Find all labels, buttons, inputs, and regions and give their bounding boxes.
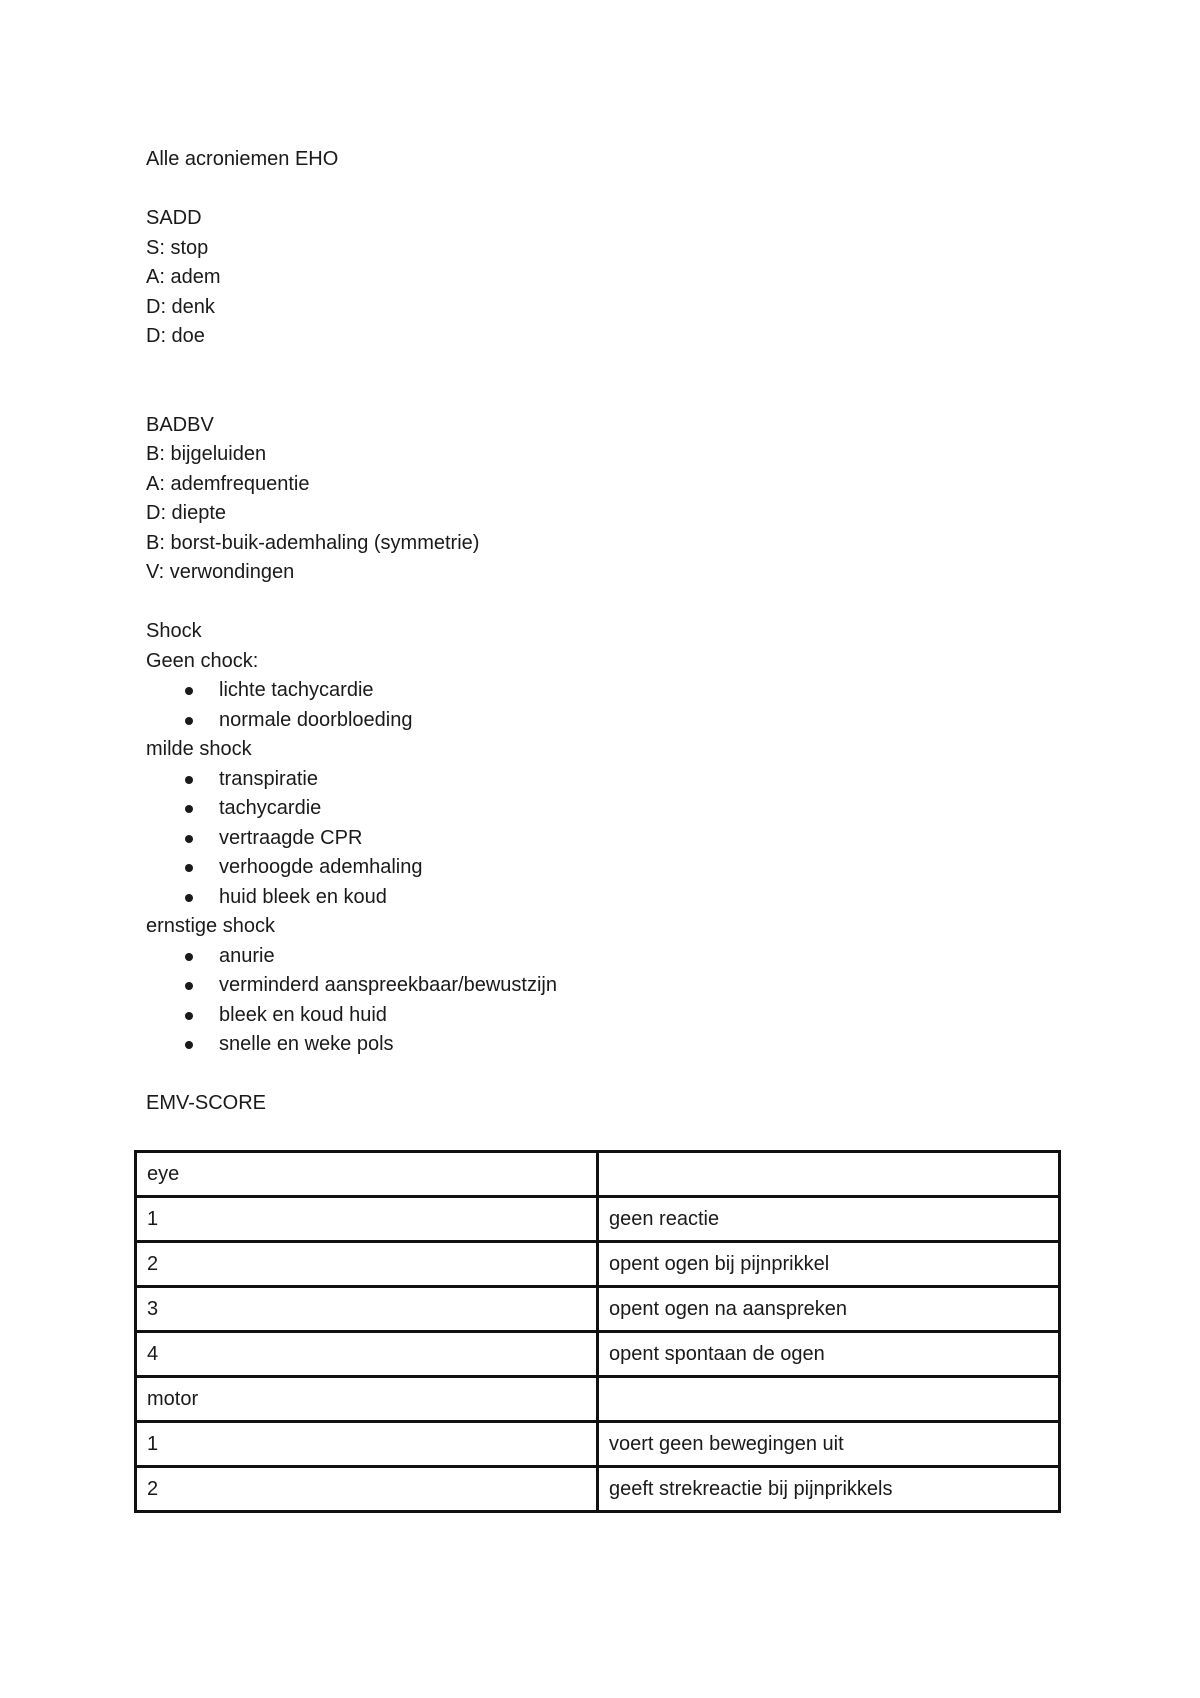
table-row — [136, 1287, 1060, 1332]
bullet-icon — [185, 776, 193, 784]
shock-group-label: ernstige shock — [146, 915, 275, 937]
table-cell: 2 — [136, 1467, 598, 1512]
sadd-item: A: adem — [146, 266, 221, 288]
badbv-heading: BADBV — [146, 413, 214, 436]
table-cell — [598, 1152, 1060, 1197]
table-cell: opent ogen na aanspreken — [598, 1287, 1060, 1332]
table-cell — [598, 1377, 1060, 1422]
table-cell: 2 — [136, 1242, 598, 1287]
badbv-item: V: verwondingen — [146, 561, 295, 583]
bullet-icon — [185, 894, 193, 902]
sadd-heading: SADD — [146, 207, 202, 229]
table-cell: 3 — [136, 1287, 598, 1332]
table-cell: opent ogen bij pijnprikkel — [598, 1242, 1060, 1287]
bullet-list — [146, 676, 1066, 735]
bullet-icon — [185, 835, 193, 843]
table-cell: opent spontaan de ogen — [598, 1332, 1060, 1377]
sadd-item: D: doe — [146, 325, 205, 347]
table-cell: voert geen bewegingen uit — [598, 1422, 1060, 1467]
list-item: snelle en weke pols — [146, 1030, 1066, 1060]
table-cell: 1 — [136, 1422, 598, 1467]
table-cell: geen reactie — [598, 1197, 1060, 1242]
badbv-item: B: bijgeluiden — [146, 443, 267, 465]
bullet-icon — [185, 687, 193, 695]
emv-heading: EMV-SCORE — [146, 1092, 267, 1114]
bullet-icon — [185, 1012, 193, 1020]
bullet-icon — [185, 864, 193, 872]
sadd-item: S: stop — [146, 236, 209, 259]
table-cell: 1 — [136, 1197, 598, 1242]
bullet-list — [146, 765, 1066, 913]
bullet-icon — [185, 1041, 193, 1049]
list-item: vertraagde CPR — [146, 824, 1066, 854]
table-cell: motor — [136, 1377, 598, 1422]
emv-score-table — [134, 1150, 1061, 1513]
shock-group-label: Geen chock: — [146, 649, 259, 672]
list-item: verhoogde ademhaling — [146, 853, 1066, 883]
table-cell: eye — [136, 1152, 598, 1197]
list-item: anurie — [146, 942, 1066, 972]
document-body — [146, 145, 1066, 1119]
list-item: bleek en koud huid — [146, 1001, 1066, 1031]
list-item: tachycardie — [146, 794, 1066, 824]
table-row — [136, 1422, 1060, 1467]
document-title: Alle acroniemen EHO — [146, 148, 339, 170]
badbv-item: A: ademfrequentie — [146, 472, 310, 495]
table-row — [136, 1197, 1060, 1242]
table-cell: geeft strekreactie bij pijnprikkels — [598, 1467, 1060, 1512]
table-cell: 4 — [136, 1332, 598, 1377]
table-row — [136, 1332, 1060, 1377]
list-item: huid bleek en koud — [146, 883, 1066, 913]
bullet-icon — [185, 805, 193, 813]
bullet-icon — [185, 982, 193, 990]
shock-heading: Shock — [146, 620, 202, 642]
shock-group-label: milde shock — [146, 738, 252, 760]
bullet-list — [146, 942, 1066, 1060]
badbv-item: D: diepte — [146, 502, 227, 524]
table-row — [136, 1152, 1060, 1197]
list-item: normale doorbloeding — [146, 706, 1066, 736]
list-item: verminderd aanspreekbaar/bewustzijn — [146, 971, 1066, 1001]
table-row — [136, 1377, 1060, 1422]
list-item: transpiratie — [146, 765, 1066, 795]
table-row — [136, 1242, 1060, 1287]
list-item: lichte tachycardie — [146, 676, 1066, 706]
bullet-icon — [185, 953, 193, 961]
bullet-icon — [185, 717, 193, 725]
sadd-item: D: denk — [146, 295, 215, 318]
badbv-item: B: borst-buik-ademhaling (symmetrie) — [146, 531, 480, 554]
table-row — [136, 1467, 1060, 1512]
